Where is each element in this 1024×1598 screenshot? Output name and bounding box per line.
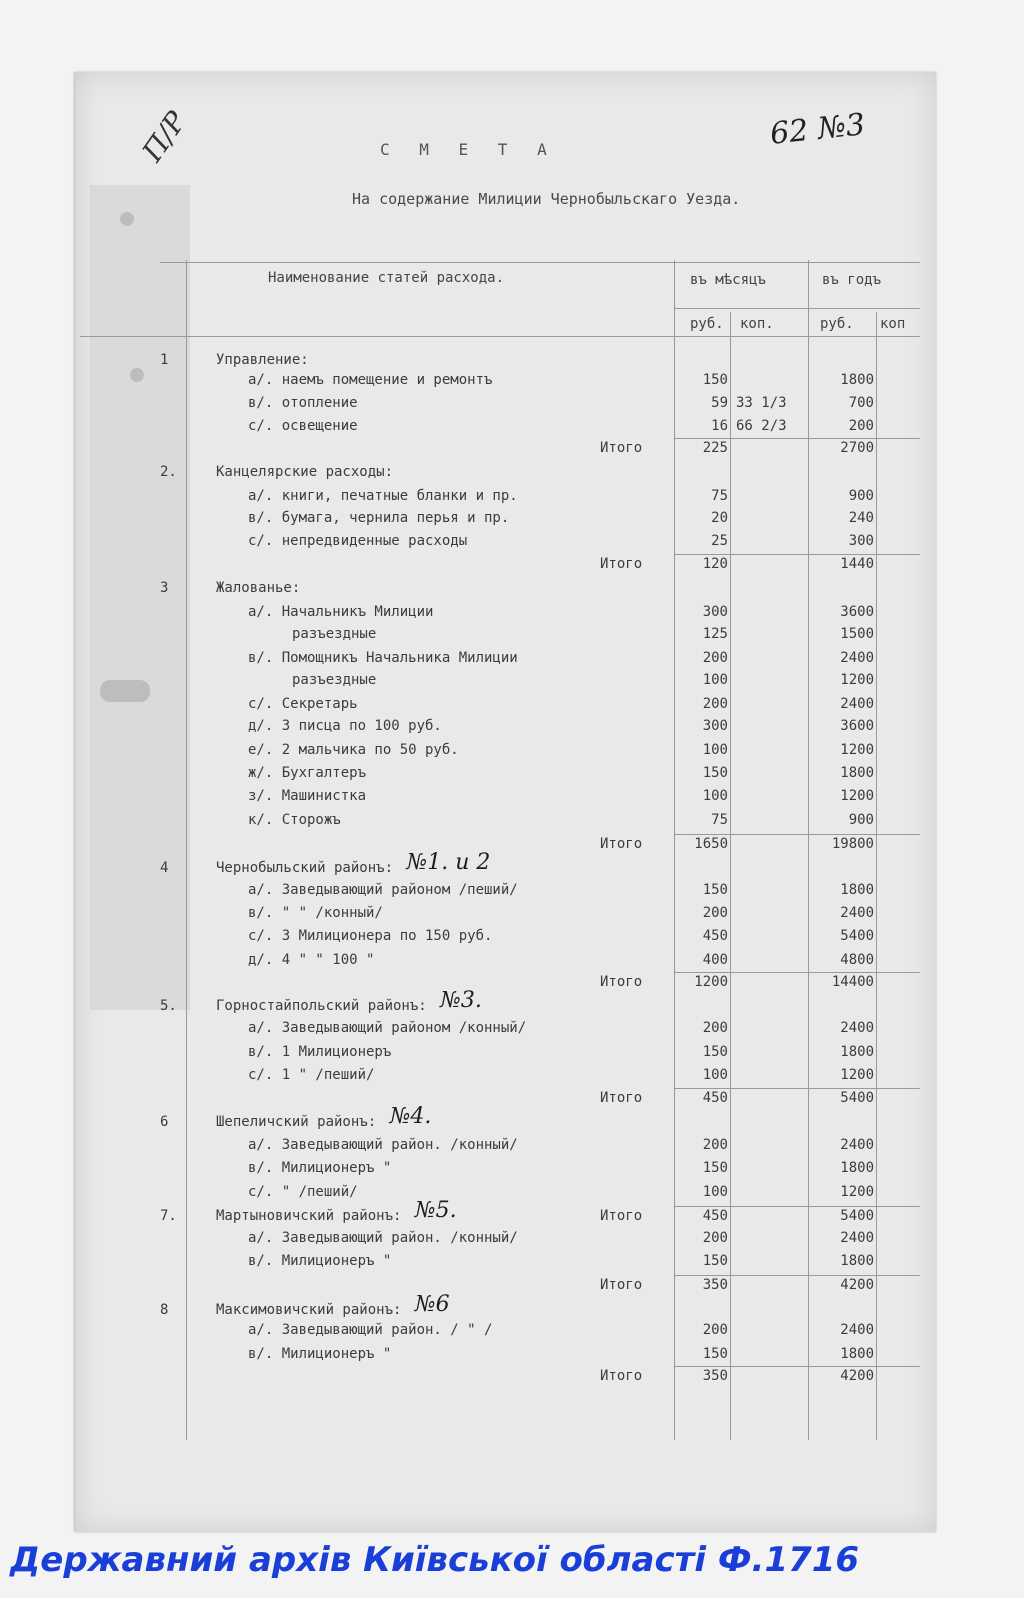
row-label: д/. 3 писца по 100 руб. [248, 718, 442, 734]
row-label: е/. 2 мальчика по 50 руб. [248, 742, 459, 758]
table-row [0, 905, 1024, 928]
month-rub: 350 [702, 1368, 728, 1384]
month-rub: 150 [702, 1160, 728, 1176]
table-row [0, 765, 1024, 788]
header-mid-rule [674, 308, 920, 309]
month-rub: 16 [711, 418, 728, 434]
year-rub: 5400 [840, 1090, 874, 1106]
total-rule [674, 972, 920, 973]
table-row [0, 650, 1024, 673]
table-row [0, 1184, 1024, 1207]
table-row [0, 464, 1024, 487]
row-label: Горностайпольский районъ: [216, 998, 427, 1014]
year-rub: 2400 [840, 1230, 874, 1246]
month-rub: 400 [702, 952, 728, 968]
row-label: а/. наемъ помещение и ремонтъ [248, 372, 493, 388]
punch-hole [120, 212, 134, 226]
year-rub: 1200 [840, 1184, 874, 1200]
row-label: с/. Секретарь [248, 696, 358, 712]
year-rub: 5400 [840, 1208, 874, 1224]
row-label: а/. Заведывающий районом /конный/ [248, 1020, 527, 1036]
month-kop: 33 1/3 [736, 395, 787, 411]
row-label: Итого [600, 836, 643, 852]
month-rub: 200 [702, 650, 728, 666]
table-row [0, 928, 1024, 951]
document-title: С М Е Т А [380, 140, 557, 159]
month-rub: 75 [711, 812, 728, 828]
header-year: въ годъ [822, 272, 882, 288]
row-number: 2. [160, 464, 177, 480]
month-rub: 1200 [694, 974, 728, 990]
table-row [0, 488, 1024, 511]
row-label: д/. 4 " " 100 " [248, 952, 375, 968]
row-label: Итого [600, 1277, 643, 1293]
month-rub: 125 [702, 626, 728, 642]
row-label: разъездные [292, 672, 377, 688]
year-rub: 2400 [840, 1020, 874, 1036]
year-rub: 1800 [840, 882, 874, 898]
year-rub: 300 [848, 533, 874, 549]
month-rub: 100 [702, 742, 728, 758]
table-row [0, 1368, 1024, 1391]
month-rub: 150 [702, 765, 728, 781]
table-row [0, 1067, 1024, 1090]
month-rub: 150 [702, 882, 728, 898]
table-row [0, 974, 1024, 997]
table-row [0, 1277, 1024, 1300]
month-rub: 150 [702, 1044, 728, 1060]
year-rub: 5400 [840, 928, 874, 944]
row-label: Итого [600, 974, 643, 990]
month-rub: 20 [711, 510, 728, 526]
row-label: в/. Милиционеръ " [248, 1253, 392, 1269]
month-rub: 200 [702, 1020, 728, 1036]
row-number: 4 [160, 860, 169, 876]
table-row [0, 696, 1024, 719]
year-rub: 2400 [840, 650, 874, 666]
month-rub: 200 [702, 1322, 728, 1338]
row-label: в/. отопление [248, 395, 358, 411]
row-label: Итого [600, 440, 643, 456]
row-label: Максимовичский районъ: [216, 1302, 402, 1318]
table-row [0, 1322, 1024, 1345]
header-kop: коп. [740, 316, 774, 332]
month-kop: 66 2/3 [736, 418, 787, 434]
month-rub: 25 [711, 533, 728, 549]
year-rub: 1440 [840, 556, 874, 572]
archive-caption: Державний архів Київської області Ф.1716 [10, 1540, 860, 1580]
header-month: въ мѣсяцъ [690, 272, 766, 288]
year-rub: 4200 [840, 1277, 874, 1293]
row-label: в/. " " /конный/ [248, 905, 383, 921]
year-rub: 3600 [840, 718, 874, 734]
table-row [0, 788, 1024, 811]
row-label: в/. Милиционеръ " [248, 1346, 392, 1362]
total-rule [674, 834, 920, 835]
month-rub: 100 [702, 1067, 728, 1083]
row-label: Чернобыльский районъ: [216, 860, 394, 876]
row-label: к/. Сторожъ [248, 812, 341, 828]
year-rub: 3600 [840, 604, 874, 620]
year-rub: 1800 [840, 1044, 874, 1060]
year-rub: 14400 [831, 974, 874, 990]
row-number: 8 [160, 1302, 169, 1318]
row-label: Жалованье: [216, 580, 301, 596]
row-label: Мартыновичский районъ: [216, 1208, 402, 1224]
year-rub: 700 [848, 395, 874, 411]
month-rub: 100 [702, 1184, 728, 1200]
row-label: в/. Помощникъ Начальника Милиции [248, 650, 518, 666]
row-label: в/. Милиционеръ " [248, 1160, 392, 1176]
month-rub: 150 [702, 1253, 728, 1269]
year-rub: 2400 [840, 1322, 874, 1338]
month-rub: 200 [702, 1137, 728, 1153]
table-row [0, 1104, 1024, 1137]
row-total-label: Итого [600, 1208, 643, 1224]
month-rub: 150 [702, 1346, 728, 1362]
year-rub: 4800 [840, 952, 874, 968]
table-row [0, 1253, 1024, 1276]
row-number: 1 [160, 352, 169, 368]
row-label: Итого [600, 556, 643, 572]
table-row [0, 395, 1024, 418]
row-label: Итого [600, 1368, 643, 1384]
month-rub: 59 [711, 395, 728, 411]
year-rub: 1200 [840, 788, 874, 804]
year-rub: 2400 [840, 905, 874, 921]
table-row [0, 718, 1024, 741]
archive-ref-number: 62 №3 [768, 107, 867, 152]
table-row [0, 556, 1024, 579]
total-rule [674, 438, 920, 439]
header-name: Наименование статей расхода. [268, 270, 505, 286]
row-label: а/. Заведывающий район. / " / [248, 1322, 493, 1338]
table-row [0, 580, 1024, 603]
row-label: Канцелярские расходы: [216, 464, 394, 480]
table-row [0, 812, 1024, 835]
month-rub: 350 [702, 1277, 728, 1293]
year-rub: 1200 [840, 672, 874, 688]
margin-handwritten-note: П/P [135, 105, 193, 168]
row-label: Управление: [216, 352, 309, 368]
table-row [0, 1160, 1024, 1183]
table-row [0, 988, 1024, 1021]
year-rub: 200 [848, 418, 874, 434]
table-row [0, 1044, 1024, 1067]
year-rub: 1800 [840, 372, 874, 388]
year-rub: 19800 [831, 836, 874, 852]
header-rub: руб. [690, 316, 724, 332]
document-subtitle: На содержание Милиции Чернобыльскаго Уезда. [352, 190, 741, 208]
table-row [0, 836, 1024, 859]
year-rub: 1800 [840, 1160, 874, 1176]
table-top-rule [160, 262, 920, 263]
table-row [0, 742, 1024, 765]
handwritten-district-number: №1. и 2 [406, 850, 491, 875]
month-rub: 100 [702, 788, 728, 804]
row-label: з/. Машинистка [248, 788, 367, 804]
year-rub: 2400 [840, 696, 874, 712]
month-rub: 300 [702, 604, 728, 620]
row-label: с/. 3 Милиционера по 150 руб. [248, 928, 493, 944]
row-number: 5. [160, 998, 177, 1014]
month-rub: 150 [702, 372, 728, 388]
table-row [0, 1090, 1024, 1113]
month-rub: 450 [702, 1208, 728, 1224]
handwritten-district-number: №5. [414, 1198, 457, 1223]
month-rub: 1650 [694, 836, 728, 852]
table-row [0, 850, 1024, 883]
table-row [0, 1137, 1024, 1160]
handwritten-district-number: №3. [440, 988, 482, 1013]
row-label: а/. книги, печатные бланки и пр. [248, 488, 518, 504]
table-row [0, 1020, 1024, 1043]
year-rub: 1800 [840, 1346, 874, 1362]
row-label: с/. освещение [248, 418, 358, 434]
year-rub: 1500 [840, 626, 874, 642]
month-rub: 450 [702, 1090, 728, 1106]
total-rule [674, 1206, 920, 1207]
total-rule [674, 1088, 920, 1089]
header-rub-year: руб. [820, 316, 854, 332]
month-rub: 200 [702, 696, 728, 712]
month-rub: 120 [702, 556, 728, 572]
month-rub: 300 [702, 718, 728, 734]
year-rub: 4200 [840, 1368, 874, 1384]
year-rub: 1200 [840, 742, 874, 758]
year-rub: 240 [848, 510, 874, 526]
handwritten-district-number: №4. [389, 1104, 432, 1129]
row-label: Итого [600, 1090, 643, 1106]
month-rub: 225 [702, 440, 728, 456]
total-rule [674, 1366, 920, 1367]
row-label: а/. Начальникъ Милиции [248, 604, 434, 620]
month-rub: 200 [702, 1230, 728, 1246]
row-label: разъездные [292, 626, 377, 642]
year-rub: 2700 [840, 440, 874, 456]
handwritten-district-number: №6 [414, 1292, 450, 1317]
row-label: в/. 1 Милиционеръ [248, 1044, 392, 1060]
table-row [0, 626, 1024, 649]
year-rub: 1800 [840, 1253, 874, 1269]
table-row [0, 604, 1024, 627]
month-rub: 200 [702, 905, 728, 921]
total-rule [674, 554, 920, 555]
row-number: 7. [160, 1208, 177, 1224]
year-rub: 900 [848, 488, 874, 504]
table-row [0, 440, 1024, 463]
row-label: в/. бумага, чернила перья и пр. [248, 510, 510, 526]
table-row [0, 882, 1024, 905]
table-row [0, 510, 1024, 533]
table-row [0, 1198, 1024, 1231]
row-label: ж/. Бухгалтеръ [248, 765, 367, 781]
row-label: а/. Заведывающий район. /конный/ [248, 1137, 518, 1153]
table-row [0, 1230, 1024, 1253]
month-rub: 75 [711, 488, 728, 504]
year-rub: 1800 [840, 765, 874, 781]
header-bottom-rule [80, 336, 920, 337]
table-row [0, 533, 1024, 556]
year-rub: 900 [848, 812, 874, 828]
row-label: а/. Заведывающий районом /пеший/ [248, 882, 518, 898]
row-number: 6 [160, 1114, 169, 1130]
row-number: 3 [160, 580, 169, 596]
row-label: с/. " /пеший/ [248, 1184, 358, 1200]
row-label: с/. непредвиденные расходы [248, 533, 468, 549]
year-rub: 1200 [840, 1067, 874, 1083]
total-rule [674, 1275, 920, 1276]
month-rub: 100 [702, 672, 728, 688]
table-row [0, 372, 1024, 395]
row-label: а/. Заведывающий район. /конный/ [248, 1230, 518, 1246]
row-label: с/. 1 " /пеший/ [248, 1067, 375, 1083]
row-label: Шепеличский районъ: [216, 1114, 377, 1130]
table-row [0, 672, 1024, 695]
month-rub: 450 [702, 928, 728, 944]
header-kop-year: коп [880, 316, 906, 332]
year-rub: 2400 [840, 1137, 874, 1153]
